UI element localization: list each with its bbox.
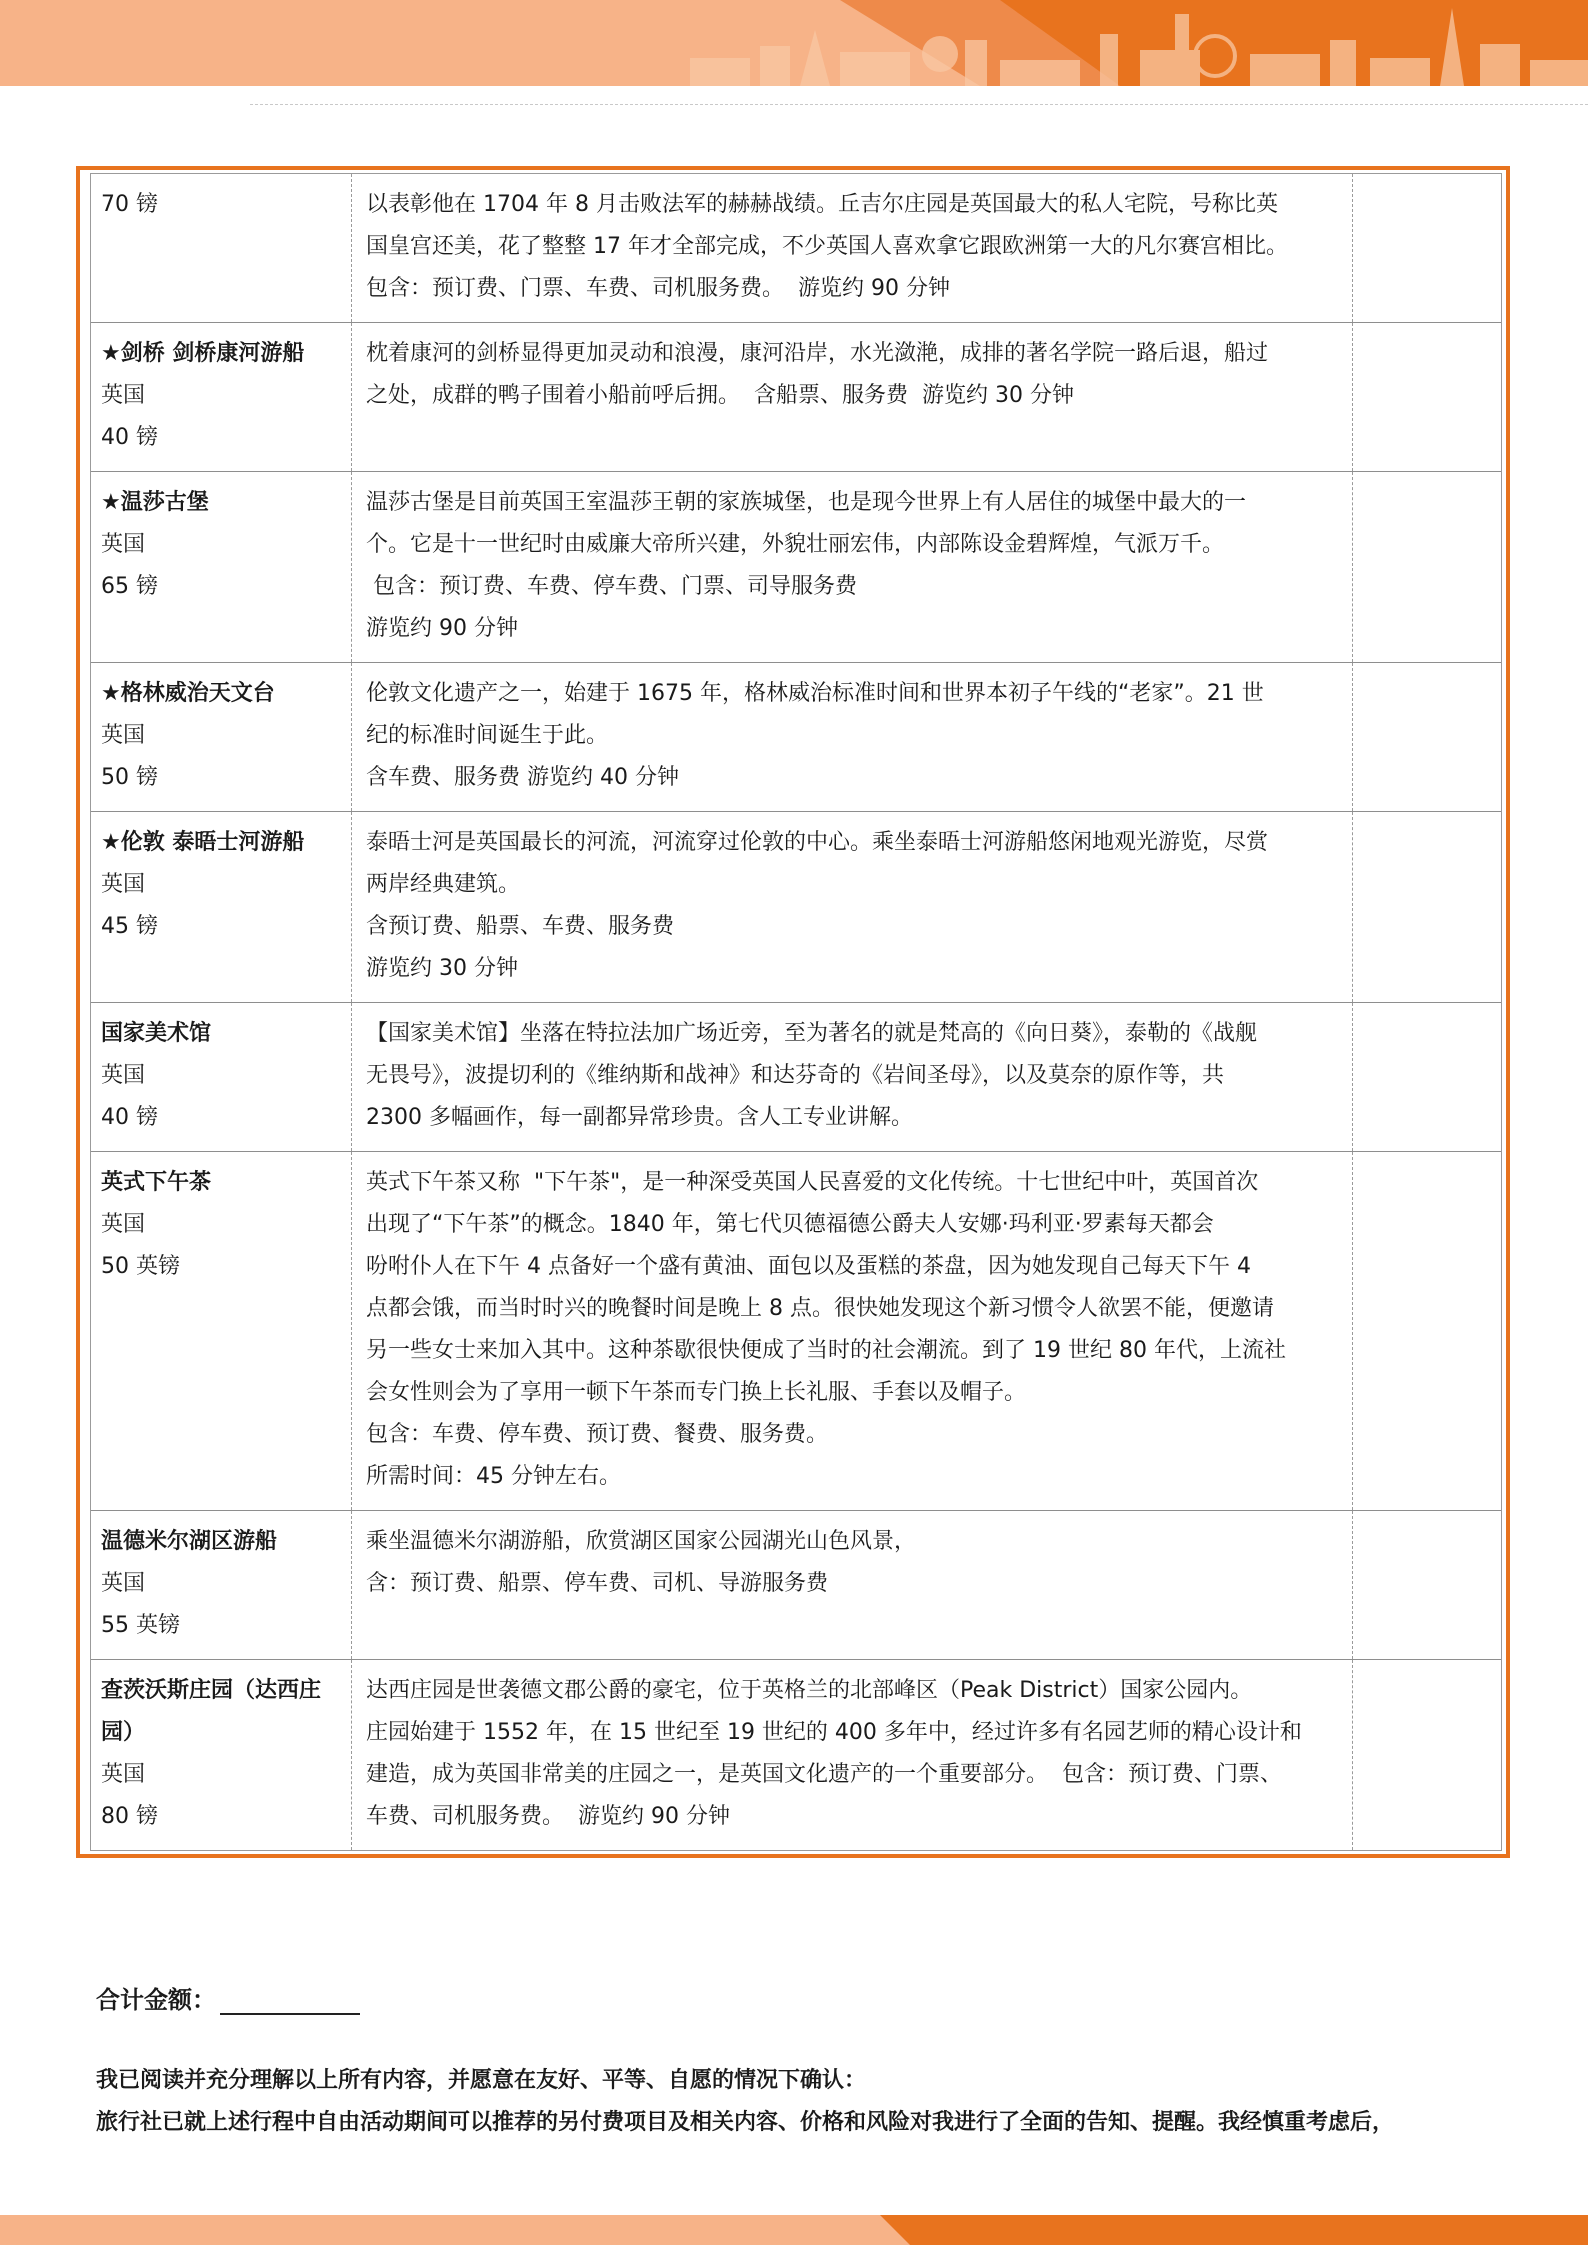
table-row (91, 323, 1501, 472)
footer-banner (0, 2215, 1588, 2245)
activity-description-cell (352, 323, 1353, 472)
confirmation-statement (96, 2060, 1516, 2144)
description-line: 会女性则会为了享用一顿下午茶而专门换上长礼服、手套以及帽子。 (366, 1380, 1027, 1405)
activity-info-cell (91, 663, 352, 812)
activity-note-cell (1353, 663, 1502, 812)
activity-description-cell (352, 472, 1353, 663)
activity-note-cell (1353, 812, 1502, 1003)
activity-name: 温德米尔湖区游船 (101, 1529, 278, 1554)
optional-activities-table (76, 166, 1510, 1858)
activity-country: 英国 (101, 1571, 146, 1596)
description-line: 两岸经典建筑。 (366, 872, 521, 897)
table-row (91, 1003, 1501, 1152)
description-line: 乘坐温德米尔湖游船，欣赏湖区国家公园湖光山色风景， (366, 1529, 917, 1554)
activity-info-cell (91, 1003, 352, 1152)
table-row (91, 1660, 1501, 1851)
activity-price: 50 镑 (101, 765, 158, 790)
activity-price: 80 镑 (101, 1804, 158, 1829)
table-row (91, 1152, 1501, 1511)
header-banner (0, 0, 1588, 86)
activity-note-cell (1353, 472, 1502, 663)
activity-description-cell (352, 1003, 1353, 1152)
table-row (91, 812, 1501, 1003)
activity-name: ★剑桥 剑桥康河游船 (101, 341, 305, 366)
activity-description-cell (352, 663, 1353, 812)
description-line: 泰晤士河是英国最长的河流，河流穿过伦敦的中心。乘坐泰晤士河游船悠闲地观光游览，尽赏 (366, 830, 1269, 855)
activity-price: 50 英镑 (101, 1254, 180, 1279)
total-blank-field (220, 1987, 360, 2015)
activity-description-cell (352, 1660, 1353, 1851)
activities-table-body (91, 174, 1501, 1850)
description-line: 另一些女士来加入其中。这种茶歇很快便成了当时的社会潮流。到了 19 世纪 80 年代，上流社 (366, 1338, 1286, 1363)
description-line: 无畏号》，波提切利的《维纳斯和战神》和达芬奇的《岩间圣母》，以及莫奈的原作等，共 (366, 1063, 1225, 1088)
activity-info-cell (91, 323, 352, 472)
activity-country: 英国 (101, 383, 146, 408)
description-line: 以表彰他在 1704 年 8 月击败法军的赫赫战绩。丘吉尔庄园是英国最大的私人宅院，号称比英 (366, 192, 1278, 217)
activity-name: 国家美术馆 (101, 1021, 212, 1046)
description-line: 游览约 30 分钟 (366, 956, 518, 981)
activity-info-cell (91, 812, 352, 1003)
table-row (91, 472, 1501, 663)
description-line: 伦敦文化遗产之一，始建于 1675 年，格林威治标准时间和世界本初子午线的“老家”。21 世 (366, 681, 1264, 706)
description-line: 吩咐仆人在下午 4 点备好一个盛有黄油、面包以及蛋糕的茶盘，因为她发现自己每天下午 4 (366, 1254, 1251, 1279)
table-row (91, 663, 1501, 812)
activity-description-cell (352, 1152, 1353, 1511)
description-line: 包含：预订费、门票、车费、司机服务费。 游览约 90 分钟 (366, 276, 950, 301)
activity-country: 英国 (101, 1063, 146, 1088)
description-line: 【国家美术馆】坐落在特拉法加广场近旁，至为著名的就是梵高的《向日葵》，泰勒的《战舰 (366, 1021, 1258, 1046)
description-line: 出现了“下午茶”的概念。1840 年，第七代贝德福德公爵夫人安娜·玛利亚·罗素每天都会 (366, 1212, 1214, 1237)
header-divider (250, 104, 1588, 105)
activity-country: 英国 (101, 1762, 146, 1787)
description-line: 包含：车费、停车费、预订费、餐费、服务费。 (366, 1422, 829, 1447)
activity-country: 英国 (101, 532, 146, 557)
activity-note-cell (1353, 1660, 1502, 1851)
activity-country: 英国 (101, 872, 146, 897)
description-line: 个。它是十一世纪时由威廉大帝所兴建，外貌壮丽宏伟，内部陈设金碧辉煌，气派万千。 (366, 532, 1225, 557)
description-line: 含车费、服务费 游览约 40 分钟 (366, 765, 679, 790)
activity-price: 40 镑 (101, 1105, 158, 1130)
activity-note-cell (1353, 1511, 1502, 1660)
activity-country: 英国 (101, 1212, 146, 1237)
activity-price: 45 镑 (101, 914, 158, 939)
activity-name: ★温莎古堡 (101, 490, 209, 515)
activity-name: 查茨沃斯庄园（达西庄园） (101, 1678, 322, 1745)
activity-note-cell (1353, 1152, 1502, 1511)
activity-info-cell (91, 1660, 352, 1851)
description-line: 庄园始建于 1552 年，在 15 世纪至 19 世纪的 400 多年中，经过许多有名园艺师的精心设计和 (366, 1720, 1302, 1745)
description-line: 纪的标准时间诞生于此。 (366, 723, 609, 748)
activity-note-cell (1353, 174, 1502, 323)
total-label: 合计金额： (96, 1986, 216, 2014)
activity-price: 55 英镑 (101, 1613, 180, 1638)
activity-description-cell (352, 812, 1353, 1003)
statement-line-1: 我已阅读并充分理解以上所有内容，并愿意在友好、平等、自愿的情况下确认： (96, 2068, 867, 2093)
description-line: 车费、司机服务费。 游览约 90 分钟 (366, 1804, 730, 1829)
table-row (91, 1511, 1501, 1660)
activity-price: 65 镑 (101, 574, 158, 599)
activity-name: ★格林威治天文台 (101, 681, 275, 706)
description-line: 游览约 90 分钟 (366, 616, 518, 641)
description-line: 点都会饿，而当时时兴的晚餐时间是晚上 8 点。很快她发现这个新习惯令人欲罢不能，便邀请 (366, 1296, 1274, 1321)
total-amount (96, 1980, 360, 2015)
activity-info-cell (91, 1511, 352, 1660)
description-line: 枕着康河的剑桥显得更加灵动和浪漫，康河沿岸，水光潋滟，成排的著名学院一路后退，船过 (366, 341, 1269, 366)
description-line: 国皇宫还美，花了整整 17 年才全部完成，不少英国人喜欢拿它跟欧洲第一大的凡尔赛宫相比。 (366, 234, 1288, 259)
activity-description-cell (352, 174, 1353, 323)
activity-note-cell (1353, 323, 1502, 472)
table-row (91, 174, 1501, 323)
description-line: 2300 多幅画作，每一副都异常珍贵。含人工专业讲解。 (366, 1105, 913, 1130)
activity-name: 英式下午茶 (101, 1170, 212, 1195)
description-line: 达西庄园是世袭德文郡公爵的豪宅，位于英格兰的北部峰区（Peak District）国家公园内。 (366, 1678, 1253, 1703)
description-line: 之处，成群的鸭子围着小船前呼后拥。 含船票、服务费 游览约 30 分钟 (366, 383, 1074, 408)
description-line: 温莎古堡是目前英国王室温莎王朝的家族城堡，也是现今世界上有人居住的城堡中最大的一 (366, 490, 1247, 515)
description-line: 含：预订费、船票、停车费、司机、导游服务费 (366, 1571, 829, 1596)
activity-info-cell (91, 472, 352, 663)
activity-name: ★伦敦 泰晤士河游船 (101, 830, 305, 855)
description-line: 含预订费、船票、车费、服务费 (366, 914, 675, 939)
activity-description-cell (352, 1511, 1353, 1660)
activity-note-cell (1353, 1003, 1502, 1152)
statement-line-2: 旅行社已就上述行程中自由活动期间可以推荐的另付费项目及相关内容、价格和风险对我进行了全面的告知、提醒。我经慎重考虑后， (96, 2110, 1395, 2135)
activity-info-cell (91, 1152, 352, 1511)
activity-info-cell (91, 174, 352, 323)
description-line: 所需时间：45 分钟左右。 (366, 1464, 621, 1489)
activity-price: 70 镑 (101, 192, 158, 217)
description-line: 建造，成为英国非常美的庄园之一，是英国文化遗产的一个重要部分。 包含：预订费、门票、 (366, 1762, 1282, 1787)
description-line: 英式下午茶又称 "下午茶"，是一种深受英国人民喜爱的文化传统。十七世纪中叶，英国首次 (366, 1170, 1259, 1195)
activity-price: 40 镑 (101, 425, 158, 450)
description-line: 包含：预订费、车费、停车费、门票、司导服务费 (366, 574, 857, 599)
activity-country: 英国 (101, 723, 146, 748)
